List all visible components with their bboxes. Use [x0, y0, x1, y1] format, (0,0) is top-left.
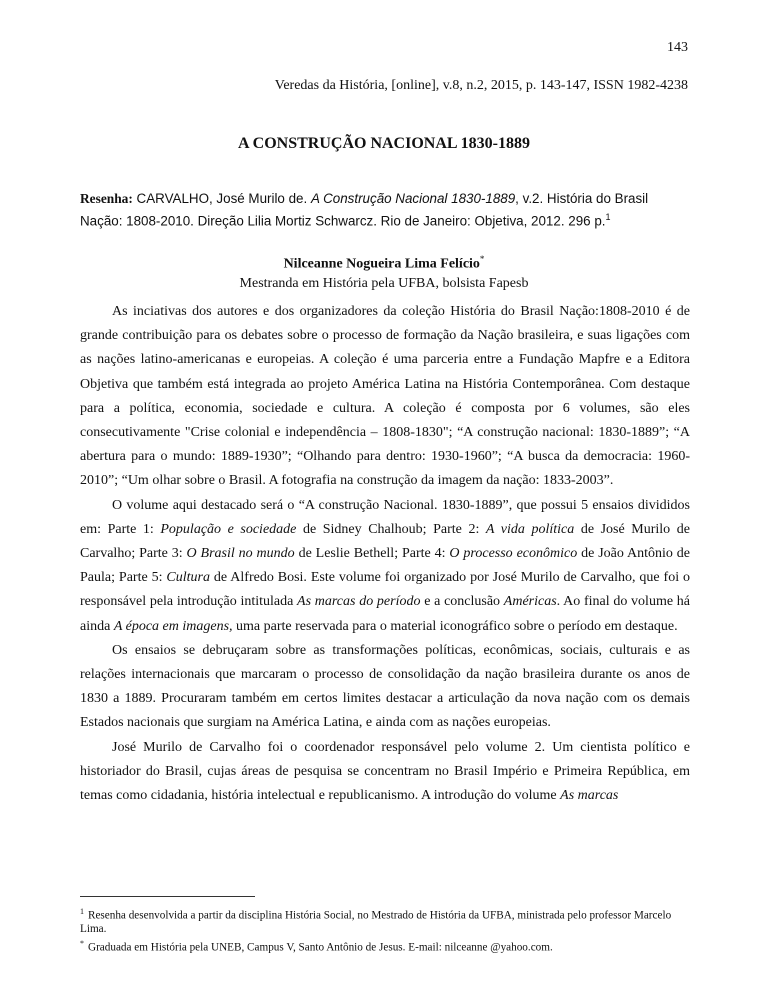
footnote-text: Resenha desenvolvida a partir da disciplina História Social, no Mestrado de História da UFBA, ministrada pelo professor Marcelo Lima.	[80, 909, 672, 936]
journal-citation: Veredas da História, [online], v.8, n.2, 2015, p. 143-147, ISSN 1982-4238	[274, 78, 688, 93]
p2-text: de José Murilo de Carvalho; Parte 3:	[80, 521, 690, 562]
book-title: A Construção Nacional 1830-1889	[310, 191, 516, 206]
p2-text: uma parte reservada para o material iconográfico sobre o período em destaque.	[232, 618, 678, 634]
p2-italic: Cultura	[166, 570, 210, 586]
footnote-ref-star[interactable]: *	[479, 254, 485, 264]
p4-text: José Murilo de Carvalho foi o coordenador responsável pelo volume 2. Um cientista político e historiador do Brasil, cujas áreas de pesquisa se concentram no Brasil Império e Primeira República, em temas como cidadania, história intelectual e republicanismo. A introdução do volume	[80, 739, 690, 804]
p2-text: O volume aqui destacado será o “A construção Nacional. 1830-1889”, que possui 5 ensaios divididos em: Parte 1:	[80, 497, 690, 537]
footnote-text: Graduada em História pela UNEB, Campus V, Santo Antônio de Jesus. E-mail: nilceanne @yahoo.com.	[88, 941, 553, 954]
p2-italic: População e sociedade	[160, 521, 297, 537]
p2-italic: As marcas do período	[297, 594, 421, 610]
author-name: Nilceanne Nogueira Lima Felício	[283, 256, 480, 272]
paragraph-2	[80, 494, 690, 639]
footnote-mark: 1	[80, 907, 84, 916]
p2-text: e a conclusão	[420, 594, 504, 610]
review-citation	[80, 190, 690, 230]
p2-text: de João Antônio de Paula; Parte 5:	[80, 546, 690, 586]
review-text: CARVALHO, José Murilo de.	[132, 191, 311, 206]
p4-italic: As marcas	[560, 788, 619, 804]
paragraph-3: Os ensaios se debruçaram sobre as transformações políticas, econômicas, sociais, culturais e as relações internacionais que marcaram o processo de consolidação da nação brasileira durante os anos de 1830 a 1889. Procuraram também em certos limites destacar a articulação da nova nação com os demais Estados nacionais que surgiam na América Latina, e ainda com as nações europeias.	[80, 642, 690, 731]
p2-text: de Leslie Bethell; Parte 4:	[294, 546, 450, 562]
author-block	[0, 250, 768, 293]
p2-text: . Ao final do volume há ainda	[80, 594, 690, 634]
p2-italic: O processo econômico	[449, 546, 578, 562]
p2-text: de Alfredo Bosi. Este volume foi organizado por José Murilo de Carvalho, que foi o responsável pela introdução intitulada	[80, 570, 691, 610]
footnotes	[80, 905, 690, 955]
footnote-divider	[80, 896, 255, 897]
p2-italic: A vida política	[485, 521, 575, 537]
p2-italic: Américas	[503, 594, 557, 610]
p2-italic: O Brasil no mundo	[186, 546, 295, 562]
review-text-cont: , v.2. História do Brasil Nação: 1808-2010. Direção Lilia Mortiz Schwarcz. Rio de Janeiro: Objetiva, 2012. 296 p.	[80, 191, 649, 229]
paragraph-1: As inciativas dos autores e dos organizadores da coleção História do Brasil Nação:1808-2010 é de grande contribuição para os debates sobre o processo de formação da Nação brasileira, e suas ligações com as nações latino-americanas e europeias. A coleção é uma parceria entre a Fundação Mapfre e a Editora Objetiva que também está integrada ao projeto América Latina na História Contemporânea. Com destaque para a política, economia, sociedade e cultura. A coleção é composta por 6 volumes, são eles consecutivamente "Crise colonial e independência – 1808-1830"; “A construção nacional: 1830-1889”; “A abertura para o mundo: 1889-1930”; “Olhando para dentro: 1930-1960”; “A busca da democracia: 1960-2010”; “Um olhar sobre o Brasil. A fotografia na construção da imagem da nação: 1833-2003”.	[80, 304, 690, 489]
footnote-ref-1[interactable]: 1	[605, 212, 611, 222]
p2-text: de Sidney Chalhoub; Parte 2:	[296, 521, 486, 537]
paragraph-4	[80, 736, 690, 809]
article-body	[80, 300, 690, 808]
footnote-1	[80, 905, 690, 937]
author-affiliation: Mestranda em História pela UFBA, bolsista Fapesb	[239, 275, 529, 291]
article-title: A CONSTRUÇÃO NACIONAL 1830-1889	[237, 135, 531, 152]
page-number: 143	[667, 40, 688, 55]
review-lead: Resenha:	[80, 191, 133, 206]
footnote-2	[80, 937, 690, 955]
footnote-mark: *	[80, 938, 84, 948]
p2-italic: A época em imagens,	[113, 618, 233, 634]
